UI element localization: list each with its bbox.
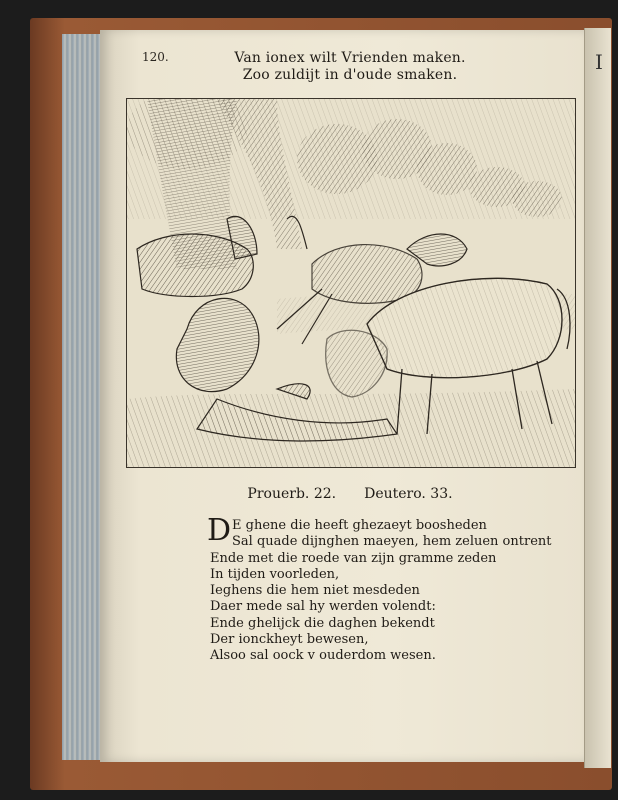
poem-line-7: Ende ghelijck die daghen bekendt [210,615,435,631]
poem-line-9: Alsoo sal oock v ouderdom wesen. [210,648,436,664]
poem-line-1-text: E ghene die heeft ghezaeyt boosheden [232,518,487,533]
poem-line-2: Sal quade dijnghen maeyen, hem zeluen ontrent [232,534,552,550]
poem-line-8: Der ionckheyt bewesen, [210,632,369,648]
reference-deuteronomy: Deutero. 33. [364,486,453,502]
reference-proverbs: Prouerb. 22. [247,486,337,502]
engraving-illustration [126,98,576,468]
next-page-letter: I [595,50,603,74]
page-number: 120. [142,50,169,64]
poem-line-6: Daer mede sal hy werden volendt: [210,599,436,615]
next-page-edge [584,28,611,768]
poem-line-5: Ieghens die hem niet mesdeden [210,583,420,599]
poem-text [207,513,570,665]
page-header-line-2: Zoo zuldijt in d'oude smaken. [242,67,458,83]
drop-cap: D [207,513,232,548]
page-header-line-1: Van ionex wilt Vrienden maken. [234,50,466,66]
poem-line-3: Ende met die roede van zijn gramme zeden [210,550,497,566]
poem-line-4: In tijden voorleden, [210,566,340,582]
scripture-reference [200,486,500,502]
